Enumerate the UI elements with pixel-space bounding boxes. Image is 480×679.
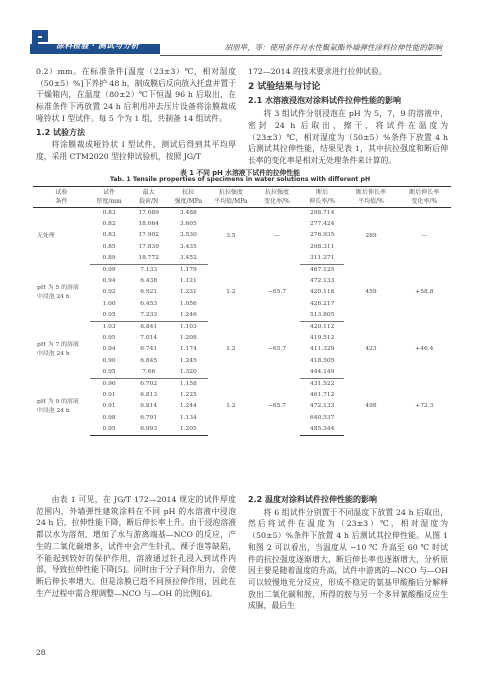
test-condition-cell: pH 为 7 的溶液 中浸泡 24 h — [37, 342, 79, 358]
elongation-cell: 513.805 — [300, 310, 344, 322]
tensile-strength-cell: 1.244 — [179, 403, 197, 410]
right-column-bottom — [248, 494, 448, 612]
max-load-cell: 17.839 — [138, 243, 159, 250]
elongation-cell: 461.712 — [309, 392, 335, 399]
thickness-cell: 0.96 — [102, 381, 116, 388]
tensile-properties-table — [33, 186, 451, 436]
tensile-strength-cell: 1.103 — [179, 324, 197, 331]
thickness-cell: 0.91 — [102, 403, 116, 410]
thickness-cell: 0.90 — [102, 357, 116, 364]
thickness-cell: 0.82 — [102, 221, 116, 228]
page-number: 28 — [36, 648, 46, 657]
avg-elongation-cell: 498 — [365, 403, 377, 410]
elongation-cell: 426.217 — [309, 300, 335, 307]
thickness-cell: 0.94 — [102, 346, 116, 353]
max-load-cell: 6.845 — [140, 357, 158, 364]
strength-change-cell: — — [274, 232, 280, 239]
subsection-title: 2.2 温度对涂料试件拉伸性能的影响 — [248, 495, 377, 504]
tensile-strength-cell: 3.530 — [179, 232, 197, 239]
table-row — [33, 322, 451, 334]
elongation-cell: 277.424 — [309, 221, 335, 228]
table-header-cell: 断后 伸长率/% — [300, 187, 344, 208]
max-load-cell: 6.814 — [140, 403, 158, 410]
elongation-change-cell: +72.3 — [415, 403, 434, 410]
subsection-title: 1.2 试验方法 — [36, 127, 85, 137]
max-load-cell: 6.438 — [140, 278, 158, 285]
journal-section-label: 涂料检验 · 测试与分析 — [56, 41, 140, 50]
subsection-title: 2.1 水溶液浸泡对涂料试件拉伸性能的影响 — [248, 96, 401, 106]
elongation-cell: 431.522 — [309, 381, 335, 388]
table-header-cell: 抗拉强度 变化率/% — [254, 187, 300, 208]
thickness-cell: 0.94 — [102, 278, 116, 285]
avg-strength-cell: 1.2 — [226, 403, 236, 410]
tensile-strength-cell: 1.056 — [179, 300, 197, 307]
thickness-cell: 0.92 — [102, 289, 116, 296]
paragraph: 由表 1 可见，在 JG/T 172—2014 规定的试件厚度范围内，外墙弹性建筑涂料在不同 pH 的水溶液中浸泡 24 h 后，拉伸性能下降，断后伸长率上升。由于浸泡溶液都以水为溶剂，增加了水与游离端基—NCO 的反应，产生的二氧化碳增多，试件中会产生针孔、裸子泡等缺陷，不能起到较好的保护作用，溶液通过针孔浸入到试件内部，导致拉伸性能下降[5]。同时由于分子间作用力，会使断后伸长率增大。但是涂膜已趋不同预拉伸作用，因此在生产过程中需合理调整—NCO 与—OH 的比例[6]。 — [36, 495, 236, 598]
tensile-strength-cell: 1.231 — [179, 289, 197, 296]
elongation-change-cell: +58.8 — [415, 289, 434, 296]
paragraph: 将涂膜裁成哑铃状 I 型试件，测试后得到其平均厚度，采用 CTM2020 型拉伸试验机，按照 JG/T — [36, 140, 236, 161]
elongation-cell: 411.329 — [309, 346, 335, 353]
elongation-cell: 311.271 — [300, 253, 344, 265]
max-load-cell: 6.993 — [128, 424, 169, 436]
avg-elongation-cell: 289 — [365, 232, 377, 239]
max-load-cell: 6.841 — [140, 324, 158, 331]
right-column-top — [248, 66, 448, 167]
max-load-cell: 6.813 — [140, 392, 158, 399]
tensile-strength-cell: 1.134 — [179, 414, 197, 421]
elongation-cell: 298.311 — [309, 243, 335, 250]
table-header-cell: 抗拉 强度/MPa — [169, 187, 208, 208]
thickness-cell: 0.85 — [102, 243, 116, 250]
journal-logo-icon — [30, 28, 52, 52]
header-rule — [160, 55, 442, 56]
tensile-strength-cell: 1.174 — [179, 346, 197, 353]
strength-change-cell: −65.7 — [267, 346, 286, 353]
elongation-cell: 444.149 — [300, 367, 344, 379]
table-row — [33, 265, 451, 277]
elongation-cell: 418.505 — [309, 357, 335, 364]
avg-strength-cell: 3.5 — [226, 232, 236, 239]
elongation-cell: 420.112 — [309, 324, 335, 331]
tensile-strength-cell: 1.246 — [169, 310, 208, 322]
table-row — [33, 208, 451, 220]
thickness-cell: 0.98 — [102, 414, 116, 421]
elongation-cell: 467.125 — [309, 267, 335, 274]
avg-elongation-cell: 423 — [365, 346, 377, 353]
elongation-cell: 276.935 — [309, 232, 335, 239]
max-load-cell: 17.902 — [138, 232, 159, 239]
elongation-cell: 472.133 — [309, 278, 335, 285]
table-header-cell: 断后伸长率 平均值/% — [344, 187, 397, 208]
tensile-strength-cell: 3.605 — [179, 221, 197, 228]
table-caption-cn: 表 1 不同 pH 水溶液下试件的拉伸性能 — [180, 169, 300, 177]
max-load-cell: 6.741 — [140, 346, 158, 353]
max-load-cell: 6.921 — [140, 289, 158, 296]
tensile-strength-cell: 3.435 — [179, 243, 197, 250]
thickness-cell: 0.95 — [90, 424, 129, 436]
max-load-cell: 6.791 — [140, 414, 158, 421]
paragraph: 将 3 组试件分别浸泡在 pH 为 5，7，9 的溶液中，密封 24 h 后取出，擦干，将试件在温度为（23±3）℃，相对湿度为（50±5）%条件下放置 4 h 后测试其拉伸性能，结果见表 1，其中抗拉强度和断后伸长率的变化率是相对无处理条件来计算的。 — [248, 109, 448, 165]
table-row — [33, 379, 451, 391]
elongation-cell: 485.344 — [300, 424, 344, 436]
max-load-cell: 6.702 — [140, 381, 158, 388]
test-condition-cell: 无处理 — [37, 232, 55, 239]
thickness-cell: 0.95 — [102, 335, 116, 342]
table-header-row — [33, 187, 451, 208]
thickness-cell: 0.83 — [102, 210, 116, 216]
tensile-strength-cell: 1.121 — [179, 278, 197, 285]
elongation-cell: 472.133 — [309, 403, 335, 410]
tensile-strength-cell: 1.225 — [179, 392, 197, 399]
thickness-cell: 0.91 — [102, 392, 116, 399]
thickness-cell: 1.00 — [102, 300, 116, 307]
test-condition-cell: pH 为 9 的溶液 中浸泡 24 h — [37, 399, 79, 415]
thickness-cell: 0.95 — [90, 310, 129, 322]
table-header-cell: 断后伸长率 变化率/% — [398, 187, 451, 208]
elongation-change-cell: — — [421, 232, 428, 239]
tensile-strength-cell: 1.208 — [179, 335, 197, 342]
tensile-strength-cell: 1.320 — [169, 367, 208, 379]
thickness-cell: 1.03 — [102, 324, 116, 331]
elongation-cell: 420.118 — [309, 289, 335, 296]
elongation-cell: 640.537 — [309, 414, 335, 421]
avg-strength-cell: 1.2 — [226, 346, 236, 353]
max-load-cell: 6.453 — [140, 300, 158, 307]
strength-change-cell: −65.7 — [267, 289, 286, 296]
tensile-strength-cell: 3.488 — [179, 210, 197, 216]
elongation-cell: 419.512 — [309, 335, 335, 342]
running-title: 胡朋举，等：使用条件对水性聚氨酯外墙弹性涂料拉伸性能的影响 — [224, 43, 442, 52]
tensile-strength-cell: 1.245 — [179, 357, 197, 364]
strength-change-cell: −65.7 — [267, 403, 286, 410]
max-load-cell: 7.66 — [128, 367, 169, 379]
elongation-change-cell: +46.4 — [415, 346, 434, 353]
max-load-cell: 7.233 — [128, 310, 169, 322]
table-header-cell: 试件 厚度/mm — [90, 187, 129, 208]
avg-strength-cell: 1.2 — [226, 289, 236, 296]
tensile-strength-cell: 3.452 — [169, 253, 208, 265]
avg-elongation-cell: 459 — [365, 289, 377, 296]
thickness-cell: 0.95 — [90, 367, 129, 379]
max-load-cell: 7.133 — [140, 267, 158, 274]
tensile-strength-cell: 1.179 — [179, 267, 197, 274]
paragraph: 0.2）mm。在标准条件[温度（23±3）℃，相对湿度（50±5）%]下养护 48 h，制成膜后反向放入托盘并置于干燥箱内，在温度（80±2）℃下恒温 96 h 后取出，在标准条件下再放置 24 h 后利用冲去压片设备将涂膜裁成哑铃状 I 型试件。每 5 个为 1 组，共制备 14 组试件。 — [36, 67, 236, 123]
thickness-cell: 0.99 — [102, 267, 116, 274]
tensile-strength-cell: 1.205 — [169, 424, 208, 436]
max-load-cell: 18.772 — [128, 253, 169, 265]
left-column-top — [36, 66, 236, 163]
max-load-cell: 17.689 — [138, 210, 159, 216]
elongation-cell: 298.714 — [309, 210, 335, 216]
max-load-cell: 18.064 — [138, 221, 159, 228]
max-load-cell: 7.014 — [140, 335, 158, 342]
tensile-strength-cell: 1.158 — [179, 381, 197, 388]
table-caption-en: Tab. 1 Tensile properties of specimens in water solutions with different pH — [109, 176, 371, 183]
paragraph: 172—2014 的技术要求进行拉伸试验。 — [248, 67, 387, 76]
thickness-cell: 0.89 — [90, 253, 129, 265]
table-header-cell: 抗拉强度 平均值/MPa — [208, 187, 254, 208]
table-header-cell: 最大 载荷/N — [128, 187, 169, 208]
section-title: 2 试验结果与讨论 — [248, 81, 321, 92]
table-header-cell: 试验 条件 — [33, 187, 90, 208]
left-column-bottom — [36, 494, 236, 599]
paragraph: 将 6 组试件分别置于不同温度下放置 24 h 后取出，然后将试件在温度为（23±3）℃，相对湿度为（50±5）%条件下放置 4 h 后测试其拉伸性能。从图 1 和图 2 可以看出，当温度从 −10 ℃ 升高至 60 ℃ 时试件的抗拉强度逐渐增大，断后伸长率也逐渐增大，分析原因主要是随着温度的升高，试件中游离的—NCO 与—OH 可以较慢地充分反应，形成不稳定的氨基甲酸酯后分解释放出二氧化碳和胺，所得的胺与另一个多异氰酸酯反应生成脲，最后生 — [248, 507, 448, 611]
thickness-cell: 0.83 — [102, 232, 116, 239]
test-condition-cell: pH 为 5 的溶液 中浸泡 24 h — [37, 285, 79, 301]
